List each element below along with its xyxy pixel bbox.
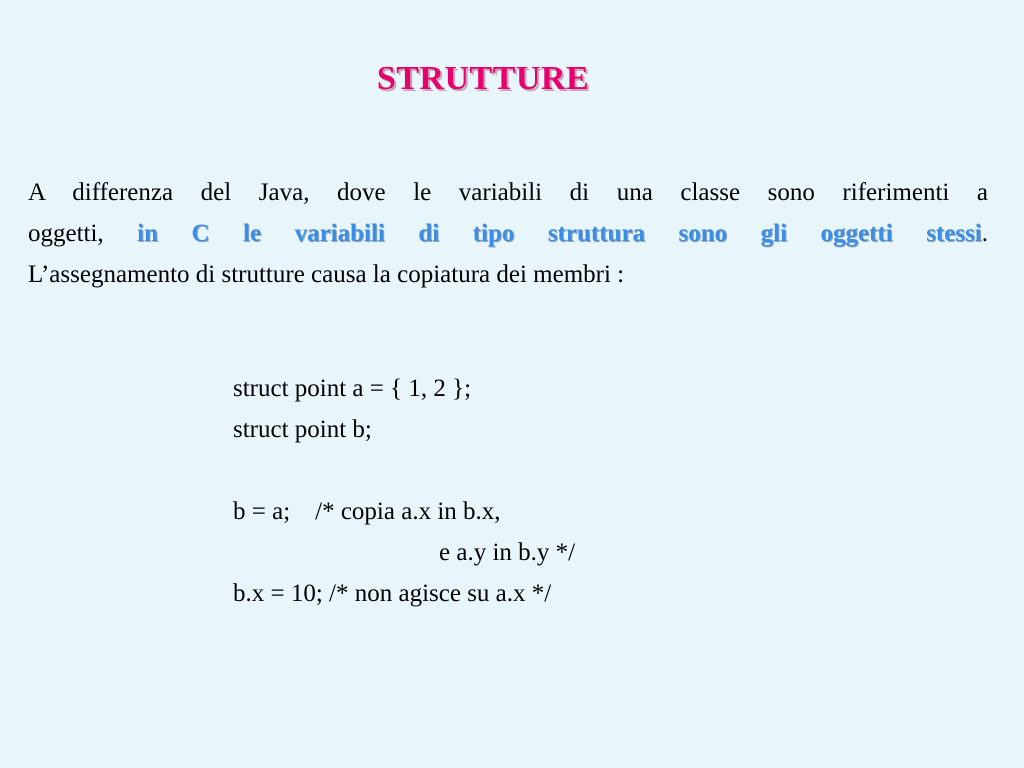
code-line-4: b = a; /* copia a.x in b.x, [233,498,501,525]
code-line-1: struct point a = { 1, 2 }; [233,375,472,402]
code-line-6: b.x = 10; /* non agisce su a.x */ [233,580,552,607]
highlighted-statement: in C le variabili di tipo struttura sono gli oggetti stessi [137,220,982,247]
code-example [233,368,793,614]
intro-paragraph [28,172,988,295]
slide-title: STRUTTURE [376,60,590,97]
intro-line-2-suffix: . [981,220,988,247]
intro-line-2-prefix: oggetti, [28,220,104,247]
code-line-5: e a.y in b.y */ [439,539,576,566]
code-line-2: struct point b; [233,416,372,443]
intro-line-3: L’assegnamento di strutture causa la copiatura dei membri : [28,261,625,288]
intro-line-1: A differenza del Java, dove le variabili di una classe sono riferimenti a [28,179,988,206]
intro-line-2 [28,213,988,254]
code-line-blank [233,450,793,491]
